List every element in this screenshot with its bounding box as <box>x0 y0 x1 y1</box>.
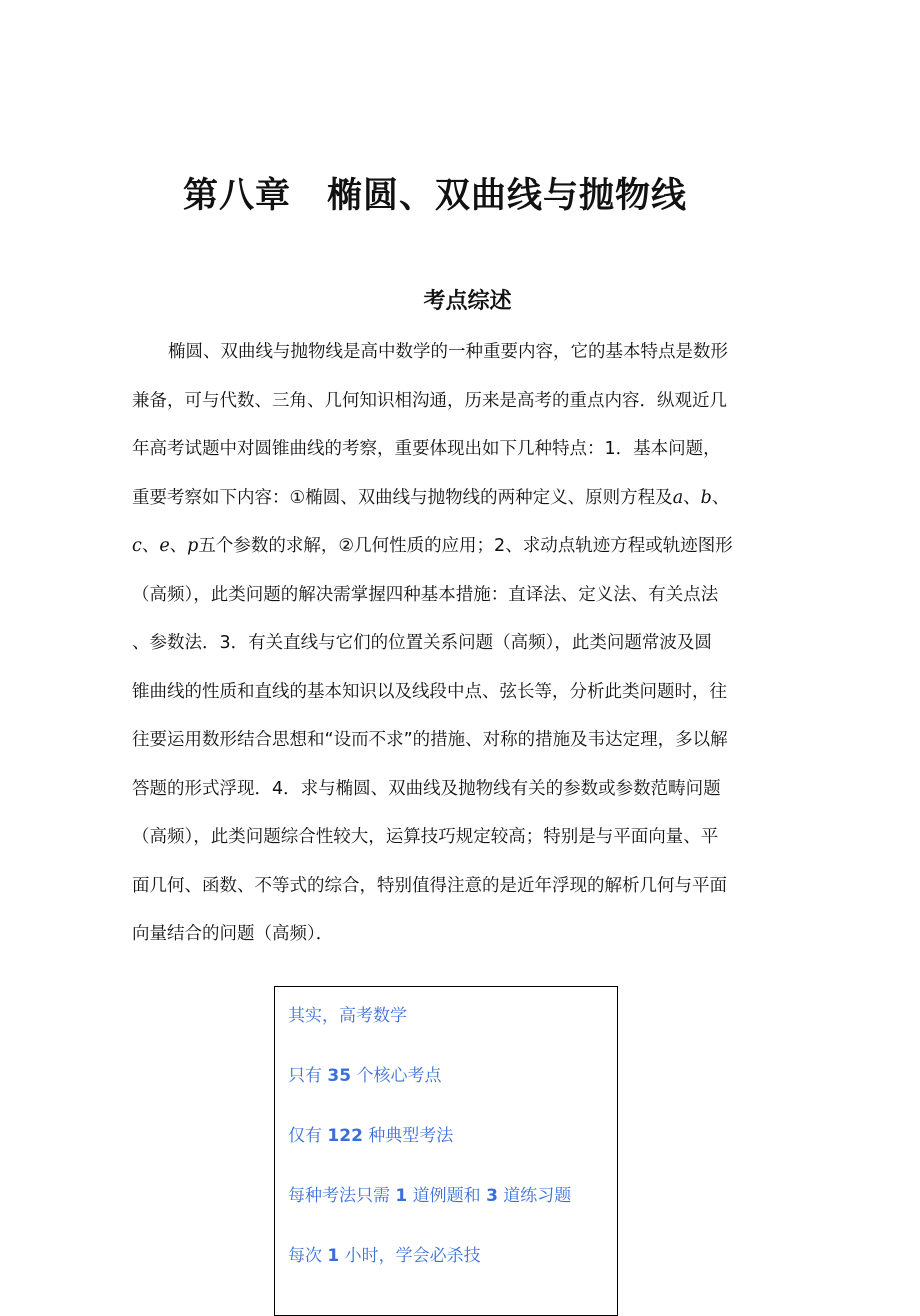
paragraph-line: 答题的形式浮现．4．求与椭圆、双曲线及抛物线有关的参数或参数范畴问题 <box>132 778 721 799</box>
promo-text: 只有 <box>288 1066 328 1086</box>
promo-box <box>274 986 618 1316</box>
line-text: 五个参数的求解，②几何性质的应用；2、求动点轨迹方程或轨迹图形 <box>198 536 733 556</box>
promo-number: 3 <box>486 1186 498 1206</box>
paragraph-line: 锥曲线的性质和直线的基本知识以及线段中点、弦长等，分析此类问题时，往 <box>132 681 727 702</box>
paragraph-line: 向量结合的问题（高频）． <box>132 924 334 944</box>
paragraph-line: 椭圆、双曲线与抛物线是高中数学的一种重要内容，它的基本特点是数形 <box>168 342 728 362</box>
promo-text: 种典型考法 <box>362 1126 454 1146</box>
param-e: e <box>159 536 170 556</box>
promo-number: 1 <box>327 1246 340 1266</box>
promo-line-3 <box>288 1121 453 1146</box>
promo-text: 道例题和 <box>407 1186 487 1206</box>
promo-number: 1 <box>395 1186 408 1206</box>
paragraph-line: 、参数法．3．有关直线与它们的位置关系问题（高频），此类问题常波及圆 <box>132 633 712 653</box>
param-b: b <box>700 487 712 508</box>
param-a: a <box>672 487 684 508</box>
promo-line-5 <box>288 1241 481 1266</box>
paragraph-line: 年高考试题中对圆锥曲线的考察，重要体现出如下几种特点：1．基本问题， <box>132 439 721 459</box>
promo-number: 35 <box>327 1066 352 1086</box>
paragraph-line <box>132 474 768 523</box>
param-c: c <box>132 536 142 556</box>
promo-text: 每次 <box>288 1246 328 1266</box>
paragraph-line: 兼备，可与代数、三角、几何知识相沟通，历来是高考的重点内容．纵观近几 <box>132 390 727 411</box>
line-text: 重要考察如下内容：①椭圆、双曲线与抛物线的两种定义、原则方程及 <box>132 487 673 508</box>
promo-text: 每种考法只需 <box>288 1186 396 1206</box>
param-p: p <box>187 536 199 556</box>
paragraph-line: 往要运用数形结合思想和“设而不求”的措施、对称的措施及韦达定理，多以解 <box>132 730 728 750</box>
separator: 、 <box>683 487 701 508</box>
separator: 、 <box>169 536 188 556</box>
chapter-title: 第八章 椭圆、双曲线与抛物线 <box>182 176 687 216</box>
promo-text: 仅有 <box>288 1126 328 1146</box>
separator: 、 <box>711 487 730 508</box>
paragraph-line: 面几何、函数、不等式的综合，特别值得注意的是近年浮现的解析几何与平面 <box>132 875 727 896</box>
promo-text: 个核心考点 <box>351 1066 442 1086</box>
promo-text: 道练习题 <box>497 1186 572 1206</box>
separator: 、 <box>141 536 160 556</box>
promo-line-4 <box>288 1181 571 1206</box>
summary-paragraph <box>132 328 768 959</box>
paragraph-line: （高频），此类问题综合性较大，运算技巧规定较高；特别是与平面向量、平 <box>132 827 719 847</box>
paragraph-line <box>132 522 768 571</box>
promo-line-1: 其实，高考数学 <box>288 1006 407 1026</box>
promo-text: 小时，学会必杀技 <box>339 1246 481 1266</box>
paragraph-line: （高频），此类问题的解决需掌握四种基本措施：直译法、定义法、有关点法 <box>132 584 719 605</box>
promo-number: 122 <box>327 1126 363 1146</box>
promo-line-2 <box>288 1061 441 1086</box>
section-title: 考点综述 <box>423 289 512 314</box>
